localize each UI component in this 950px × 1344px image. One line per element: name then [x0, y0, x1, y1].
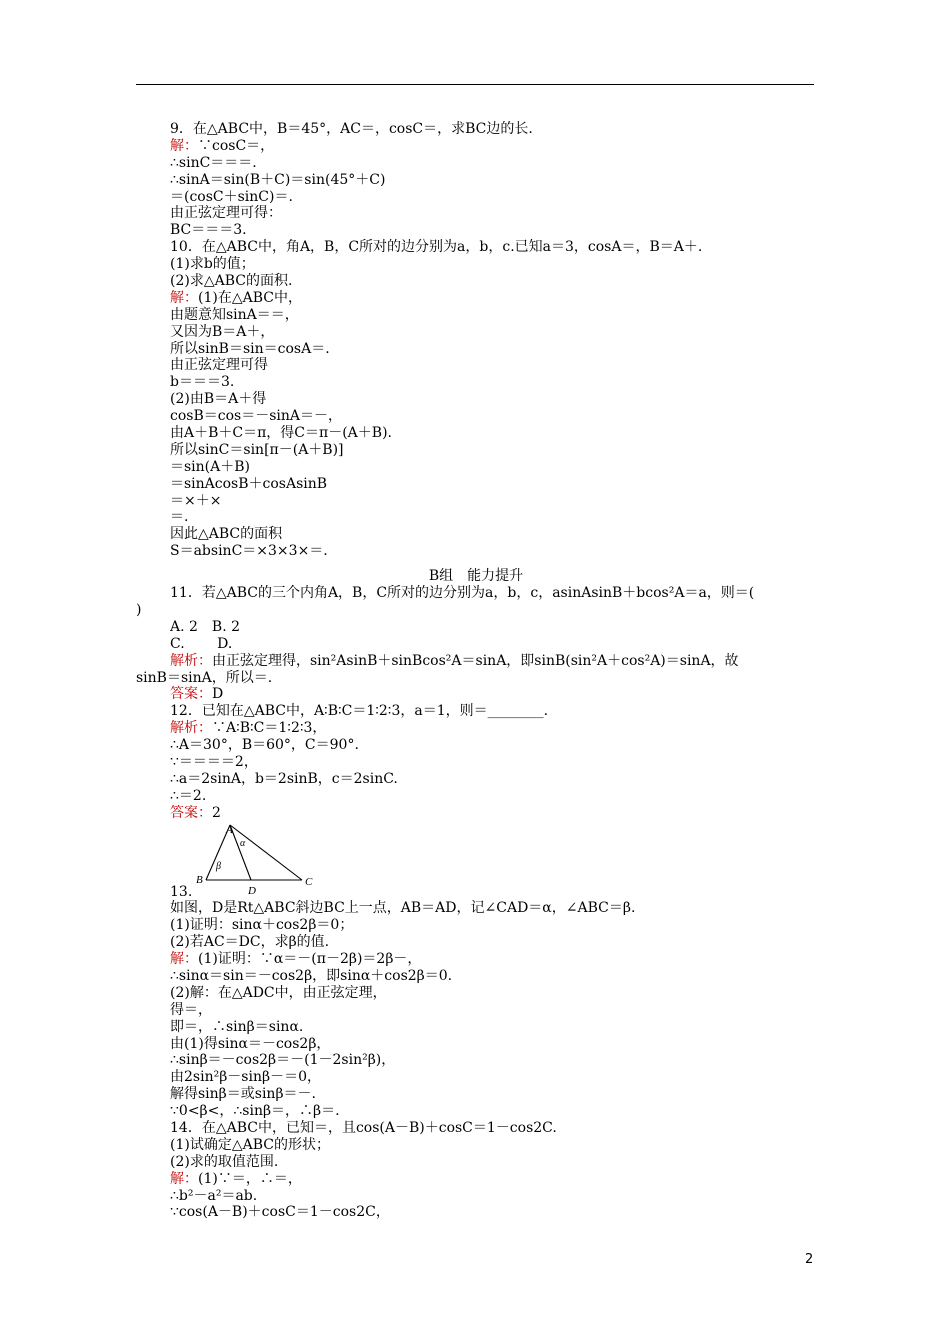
- text-line: [136, 653, 816, 670]
- line-text: ∵cosC＝，: [198, 137, 275, 154]
- text-line: [136, 543, 816, 560]
- line-text: 解得sinβ＝或sinβ＝－.: [170, 1086, 316, 1103]
- text-line: [136, 771, 816, 788]
- line-text: 12．已知在△ABC中，A∶B∶C＝1∶2∶3，a＝1，则＝________.: [170, 703, 549, 720]
- label-alpha: α: [240, 837, 246, 849]
- line-text: 11．若△ABC的三个内角A，B，C所对的边分别为a，b，c，asinAsinB＋bcos²A＝a，则＝(: [170, 585, 755, 602]
- line-text: ＝(cosC＋sinC)＝.: [170, 188, 293, 205]
- text-line: [136, 307, 816, 324]
- line-text: ∴A＝30°，B＝60°，C＝90°.: [170, 737, 359, 754]
- label-beta: β: [216, 860, 221, 872]
- line-text: 如图，D是Rt△ABC斜边BC上一点，AB＝AD，记∠CAD＝α，∠ABC＝β.: [170, 900, 636, 917]
- text-line: [136, 805, 816, 822]
- part-a-solutions: [136, 121, 816, 560]
- line-text: 又因为B＝A＋，: [170, 323, 275, 340]
- line-text: 10．在△ABC中，角A，B，C所对的边分别为a，b，c.已知a＝3，cosA＝，B＝A＋.: [170, 239, 703, 256]
- text-line: [136, 222, 816, 239]
- line-text: cosB＝cos＝－sinA＝－，: [170, 408, 342, 425]
- text-line: [136, 585, 816, 602]
- line-text: 由正弦定理可得: [170, 357, 268, 374]
- line-text: (1)试确定△ABC的形状；: [170, 1136, 330, 1153]
- line-text: ＝×＋×: [170, 492, 222, 509]
- line-text: (2)求△ABC的面积.: [170, 273, 293, 290]
- text-line: [136, 290, 816, 307]
- text-line: [136, 884, 816, 901]
- line-text: ∵A∶B∶C＝1∶2∶3，: [212, 720, 327, 737]
- text-line: [136, 526, 816, 543]
- label-d: D: [248, 884, 256, 897]
- answer-label: 答案：: [170, 804, 212, 821]
- text-line: [136, 493, 816, 510]
- line-text: (1)在△ABC中，: [198, 289, 302, 306]
- text-line: [136, 442, 816, 459]
- line-text: S＝absinC＝×3×3×＝.: [170, 543, 328, 560]
- text-line: [136, 273, 816, 290]
- line-text: BC＝＝＝3.: [170, 222, 247, 239]
- text-line: [136, 619, 816, 636]
- part-b-problems-13-14: [136, 884, 816, 1222]
- answer-label: 解：: [170, 289, 198, 306]
- line-text: 由A＋B＋C＝π，得C＝π－(A＋B).: [170, 425, 392, 442]
- text-line: [136, 189, 816, 206]
- line-text: (2)解：在△ADC中，由正弦定理，: [170, 984, 387, 1001]
- line-text: ＝sin(A＋B): [170, 458, 251, 475]
- text-line: [136, 1086, 816, 1103]
- line-text: ∴sinA＝sin(B＋C)＝sin(45°＋C): [170, 171, 386, 188]
- text-line: [136, 509, 816, 526]
- text-line: [136, 985, 816, 1002]
- line-text: 由正弦定理可得：: [170, 205, 282, 222]
- line-text: ＝sinAcosB＋cosAsinB: [170, 475, 328, 492]
- line-text: (1)∵＝，∴＝，: [198, 1170, 302, 1187]
- line-text: (2)由B＝A＋得: [170, 391, 267, 408]
- line-text: 13.: [170, 883, 193, 900]
- text-line: [136, 425, 816, 442]
- line-text: 得＝，: [170, 1001, 212, 1018]
- text-line: [136, 138, 816, 155]
- text-line: [136, 917, 816, 934]
- text-line: [136, 341, 816, 358]
- text-line: [136, 1154, 816, 1171]
- line-text: ∵＝＝＝＝2，: [170, 753, 258, 770]
- text-line: [136, 1171, 816, 1188]
- page-number: 2: [805, 1252, 814, 1267]
- text-line: [136, 703, 816, 720]
- line-text: D: [212, 686, 224, 703]
- text-line: [136, 357, 816, 374]
- text-line: [136, 1137, 816, 1154]
- line-text: 即＝，∴sinβ＝sinα.: [170, 1018, 304, 1035]
- text-line: [136, 1002, 816, 1019]
- text-line: [136, 391, 816, 408]
- line-text: b＝＝＝3.: [170, 374, 235, 391]
- line-text: 由2sin²β－sinβ－＝0，: [170, 1069, 321, 1086]
- text-line: [136, 900, 816, 917]
- line-text: ∴b²－a²＝ab.: [170, 1187, 258, 1204]
- text-line: [136, 1069, 816, 1086]
- answer-label: 答案：: [170, 686, 212, 703]
- label-c: C: [305, 875, 313, 888]
- part-b-problems-11-12: [136, 585, 816, 821]
- answer-label: 解析：: [170, 720, 212, 737]
- line-text: ∴sinC＝＝＝.: [170, 154, 257, 171]
- text-line: [136, 256, 816, 273]
- text-line: [136, 172, 816, 189]
- text-line: [136, 205, 816, 222]
- line-text: (1)证明：sinα＋cos2β＝0；: [170, 917, 354, 934]
- answer-label: 解析：: [170, 652, 212, 669]
- line-text: 2: [212, 804, 221, 821]
- text-line: [136, 324, 816, 341]
- triangle-diagram: [192, 822, 352, 897]
- answer-label: 解：: [170, 137, 198, 154]
- answer-label: 解：: [170, 951, 198, 968]
- text-line: [136, 788, 816, 805]
- line-text: 由题意知sinA＝＝，: [170, 306, 299, 323]
- line-text: (1)证明：∵α＝－(π－2β)＝2β－，: [198, 951, 422, 968]
- text-line: [136, 720, 816, 737]
- document-body: [136, 121, 816, 1221]
- text-line: [136, 1120, 816, 1137]
- text-line: [136, 636, 816, 653]
- label-b: B: [196, 873, 203, 886]
- text-line: [136, 239, 816, 256]
- label-a: A: [226, 823, 233, 836]
- text-line: [136, 951, 816, 968]
- line-text: (1)求b的值；: [170, 256, 255, 273]
- text-line: [136, 602, 816, 619]
- text-line: [136, 754, 816, 771]
- text-line: [136, 1019, 816, 1036]
- text-line: [136, 476, 816, 493]
- line-text: ∵0<β<，∴sinβ＝，∴β＝.: [170, 1103, 340, 1120]
- line-text: 所以sinC＝sin[π－(A＋B)]: [170, 441, 344, 458]
- line-text: (2)若AC＝DC，求β的值.: [170, 934, 330, 951]
- text-line: [136, 670, 816, 687]
- section-heading: B组 能力提升: [428, 568, 524, 585]
- text-line: [136, 155, 816, 172]
- line-text: ∵cos(A－B)＋cosC＝1－cos2C，: [170, 1204, 390, 1221]
- line-text: 由(1)得sinα＝－cos2β，: [170, 1035, 331, 1052]
- text-line: [136, 374, 816, 391]
- text-line: [136, 121, 816, 138]
- line-text: 所以sinB＝sin＝cosA＝.: [170, 340, 330, 357]
- text-line: [136, 1204, 816, 1221]
- line-text: 因此△ABC的面积: [170, 526, 283, 543]
- text-line: [136, 1036, 816, 1053]
- line-text: ): [136, 601, 142, 618]
- header-rule: [136, 84, 814, 85]
- text-line: [136, 934, 816, 951]
- line-text: ∴a＝2sinA，b＝2sinB，c＝2sinC.: [170, 770, 398, 787]
- line-text: ＝.: [170, 509, 189, 526]
- line-text: ∴sinβ＝－cos2β＝－(1－2sin²β)，: [170, 1052, 396, 1069]
- line-text: ∴sinα＝sin＝－cos2β，即sinα＋cos2β＝0.: [170, 967, 453, 984]
- line-text: (2)求的取值范围.: [170, 1153, 279, 1170]
- answer-label: 解：: [170, 1170, 198, 1187]
- text-line: [136, 1188, 816, 1205]
- line-text: 14．在△ABC中，已知＝，且cos(A－B)＋cosC＝1－cos2C.: [170, 1119, 557, 1136]
- text-line: [136, 686, 816, 703]
- line-text: 由正弦定理得，sin²AsinB＋sinBcos²A＝sinA，即sinB(sin²A＋cos²A)＝sinA，故: [212, 652, 739, 669]
- line-text: ∴＝2.: [170, 787, 207, 804]
- line-text: sinB＝sinA，所以＝.: [136, 669, 273, 686]
- text-line: [136, 737, 816, 754]
- text-line: [136, 459, 816, 476]
- text-line: [136, 408, 816, 425]
- triangle-figure: [192, 822, 816, 897]
- text-line: [136, 968, 816, 985]
- line-text: 9．在△ABC中，B＝45°，AC＝，cosC＝，求BC边的长.: [170, 121, 533, 137]
- text-line: [136, 1052, 816, 1069]
- text-line: [136, 1103, 816, 1120]
- line-text: C. D.: [170, 635, 233, 652]
- line-text: A. 2 B. 2: [170, 618, 241, 635]
